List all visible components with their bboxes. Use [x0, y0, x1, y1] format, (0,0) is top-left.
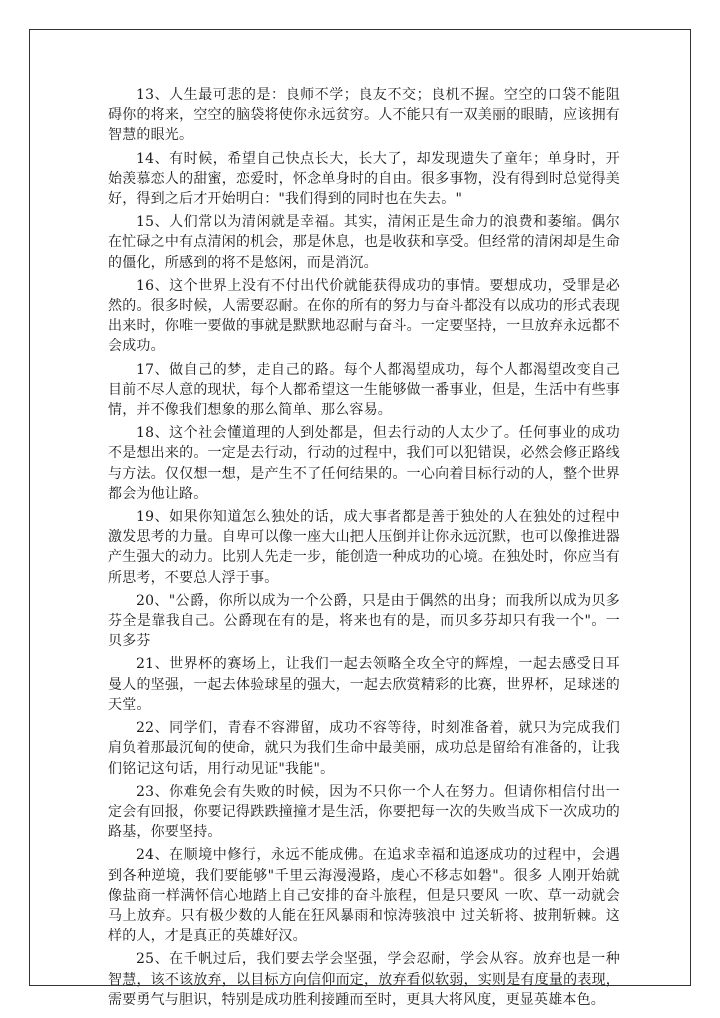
paragraph-23: 23、你难免会有失败的时候，因为不只你一个人在努力。但请你相信付出一定会有回报，你要记得跌跌撞撞才是生活，你要把每一次的失败当成下一次成功的路基，你要坚持。: [108, 783, 620, 841]
paragraph-13: 13、人生最可悲的是：良师不学；良友不交；良机不握。空空的口袋不能阻碍你的将来，空空的脑袋将使你永远贫穷。人不能只有一双美丽的眼睛，应该拥有智慧的眼光。: [108, 87, 620, 144]
paragraph-17: 17、做自己的梦，走自己的路。每个人都渴望成功，每个人都渴望改变自己目前不尽人意的现状，每个人都希望这一生能够做一番事业，但是，生活中有些事情，并不像我们想象的那么简单、那么容易。: [108, 361, 620, 419]
paragraph-15: 15、人们常以为清闲就是幸福。其实，清闲正是生命力的浪费和萎缩。偶尔在忙碌之中有点清闲的机会，那是休息，也是收获和享受。但经常的清闲却是生命的僵化，所感到的将不是悠闲，而是消沉。: [108, 214, 620, 271]
paragraph-19: 19、如果你知道怎么独处的话，成大事者都是善于独处的人在独处的过程中激发思考的力量。自卑可以像一座大山把人压倒并让你永远沉默，也可以像推进器产生强大的动力。比别人先走一步，能创造一种成功的心境。在独处时，你应当有所思考，不要总人浮于事。: [108, 509, 620, 586]
paragraph-14: 14、有时候，希望自己快点长大，长大了，却发现遗失了童年；单身时，开始羡慕恋人的甜蜜，恋爱时，怀念单身时的自由。很多事物，没有得到时总觉得美好，得到之后才开始明白："我们得到的同时也在失去。": [108, 150, 620, 208]
paragraph-16: 16、这个世界上没有不付出代价就能获得成功的事情。要想成功，受罪是必然的。很多时候，人需要忍耐。在你的所有的努力与奋斗都没有以成功的形式表现出来时，你唯一要做的事就是默默地忍耐与奋斗。一定要坚持，一旦放弃永远都不会成功。: [108, 277, 620, 355]
paragraph-18: 18、这个社会懂道理的人到处都是，但去行动的人太少了。任何事业的成功不是想出来的。一定是去行动，行动的过程中，我们可以犯错误，必然会修正路线与方法。仅仅想一想，是产生不了任何结果的。一心向着目标行动的人，整个世界都会为他让路。: [108, 425, 620, 502]
paragraph-24: 24、在顺境中修行，永远不能成佛。在追求幸福和追逐成功的过程中，会遇到各种逆境，我们要能够"千里云海漫漫路，虔心不移志如磐"。很多 人刚开始就像盐商一样满怀信心地踏上自己安排的奋斗旅程，但是只要风 一吹、草一动就会马上放弃。只有极少数的人能在狂风暴雨和惊涛骇浪中 过关斩将、披荆斩棘。这样的人，才是真正的英雄好汉。: [108, 847, 620, 945]
paragraph-20: 20、"公爵，你所以成为一个公爵，只是由于偶然的出身；而我所以成为贝多芬全是靠我自己。公爵现在有的是，将来也有的是，而贝多芬却只有我一个"。一贝多芬: [108, 592, 620, 650]
paragraph-22: 22、同学们，青春不容滞留，成功不容等待，时刻准备着，就只为完成我们肩负着那最沉甸的使命，就只为我们生命中最美丽，成功总是留给有准备的，让我们铭记这句话，用行动见证"我能"。: [108, 720, 620, 777]
paragraph-21: 21、世界杯的赛场上，让我们一起去领略全攻全守的辉煌，一起去感受日耳曼人的坚强，一起去体验球星的强大，一起去欣赏精彩的比赛，世界杯，足球迷的天堂。: [108, 656, 620, 713]
document-body: [108, 85, 620, 1013]
paragraph-25: 25、在千帆过后，我们要去学会坚强，学会忍耐，学会从容。放弃也是一种智慧，该不该放弃，以目标方向信仰而定，放弃看似软弱，实则是有度量的表现，需要勇气与胆识，特别是成功胜利接踵而至时，更具大将风度，更显英雄本色。: [108, 951, 620, 1008]
